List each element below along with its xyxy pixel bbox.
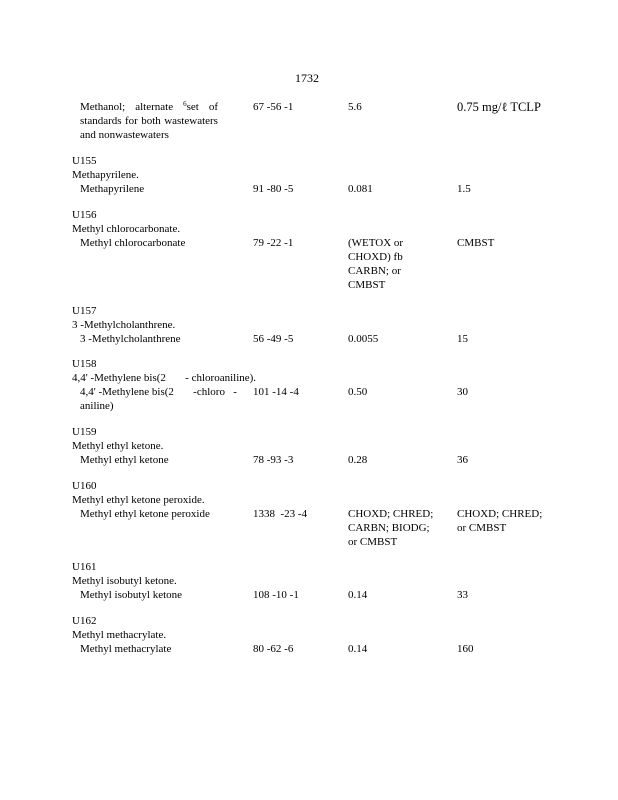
substance-heading: Methyl isobutyl ketone. [72,575,177,587]
cas-number: 1338 -23 -4 [253,508,308,520]
wastewater-standard: 0.50 [348,386,368,398]
wastewater-standard-line: CARBN; or [348,265,401,277]
waste-code: U156 [72,209,97,221]
cas-number: 78 -93 -3 [253,454,294,466]
substance-heading: Methapyrilene. [72,169,139,181]
constituent-name-line: aniline) [80,400,114,412]
cas-number: 67 -56 -1 [253,101,294,113]
wastewater-standard: 0.14 [348,643,368,655]
substance-heading: Methyl ethyl ketone peroxide. [72,494,205,506]
cas-number: 79 -22 -1 [253,237,294,249]
nonwastewater-standard-line: CHOXD; CHRED; [457,508,543,520]
wastewater-standard-line: CHOXD; CHRED; [348,508,434,520]
word: Methanol; [80,101,126,113]
page-number: 1732 [295,71,319,85]
word: alternate [135,101,174,113]
wastewater-standard: 0.0055 [348,333,379,345]
waste-code: U159 [72,426,97,438]
wastewater-standard: 0.28 [348,454,368,466]
substance-heading: Methyl ethyl ketone. [72,440,164,452]
constituent-name-line: 4,4' -Methylene bis(2 -chloro - [80,386,237,398]
constituent-name: Methyl ethyl ketone peroxide [80,508,210,520]
word: of [208,101,218,113]
constituent-name: Methapyrilene [80,183,145,195]
methanol-line-3: and nonwastewaters [80,129,169,141]
waste-code: U160 [72,480,97,492]
superscript: 6 [183,100,187,108]
methanol-line-1 [80,101,218,115]
constituent-name: Methyl ethyl ketone [80,454,169,466]
word: wastewaters [164,115,218,127]
methanol-line-2 [80,115,218,128]
wastewater-standard-line: or CMBST [348,536,398,548]
nonwastewater-standard: CMBST [457,237,495,249]
substance-heading: Methyl chlorocarbonate. [72,223,181,235]
word: standards [80,115,122,127]
nonwastewater-standard: 33 [457,589,468,601]
word: set [186,101,199,113]
word: both [141,115,161,127]
waste-code: U161 [72,561,97,573]
wastewater-standard-line: (WETOX or [348,237,404,249]
nonwastewater-standard: 0.75 mg/ℓ TCLP [457,100,541,114]
cas-number: 101 -14 -4 [253,386,299,398]
wastewater-standard-line: CARBN; BIODG; [348,522,430,534]
waste-code: U157 [72,305,97,317]
waste-code: U158 [72,358,97,370]
cas-number: 91 -80 -5 [253,183,294,195]
cas-number: 56 -49 -5 [253,333,294,345]
constituent-name: Methyl chlorocarbonate [80,237,186,249]
substance-heading: Methyl methacrylate. [72,629,167,641]
waste-code: U162 [72,615,97,627]
constituent-name: 3 -Methylcholanthrene [80,333,181,345]
constituent-name: Methyl methacrylate [80,643,172,655]
nonwastewater-standard: 1.5 [457,183,471,195]
nonwastewater-standard: 160 [457,643,474,655]
wastewater-standard: 5.6 [348,101,362,113]
nonwastewater-standard: 36 [457,454,468,466]
wastewater-standard: 0.081 [348,183,373,195]
substance-heading: 4,4' -Methylene bis(2 - chloroaniline). [72,372,257,384]
wastewater-standard-line: CHOXD) fb [348,251,403,263]
constituent-name: Methyl isobutyl ketone [80,589,183,601]
word-with-sup [183,101,199,115]
wastewater-standard: 0.14 [348,589,368,601]
cas-number: 80 -62 -6 [253,643,294,655]
nonwastewater-standard-line: or CMBST [457,522,507,534]
cas-number: 108 -10 -1 [253,589,299,601]
waste-code: U155 [72,155,97,167]
word: for [124,115,138,127]
nonwastewater-standard: 15 [457,333,468,345]
substance-heading: 3 -Methylcholanthrene. [72,319,176,331]
nonwastewater-standard: 30 [457,386,468,398]
wastewater-standard-line: CMBST [348,279,386,291]
